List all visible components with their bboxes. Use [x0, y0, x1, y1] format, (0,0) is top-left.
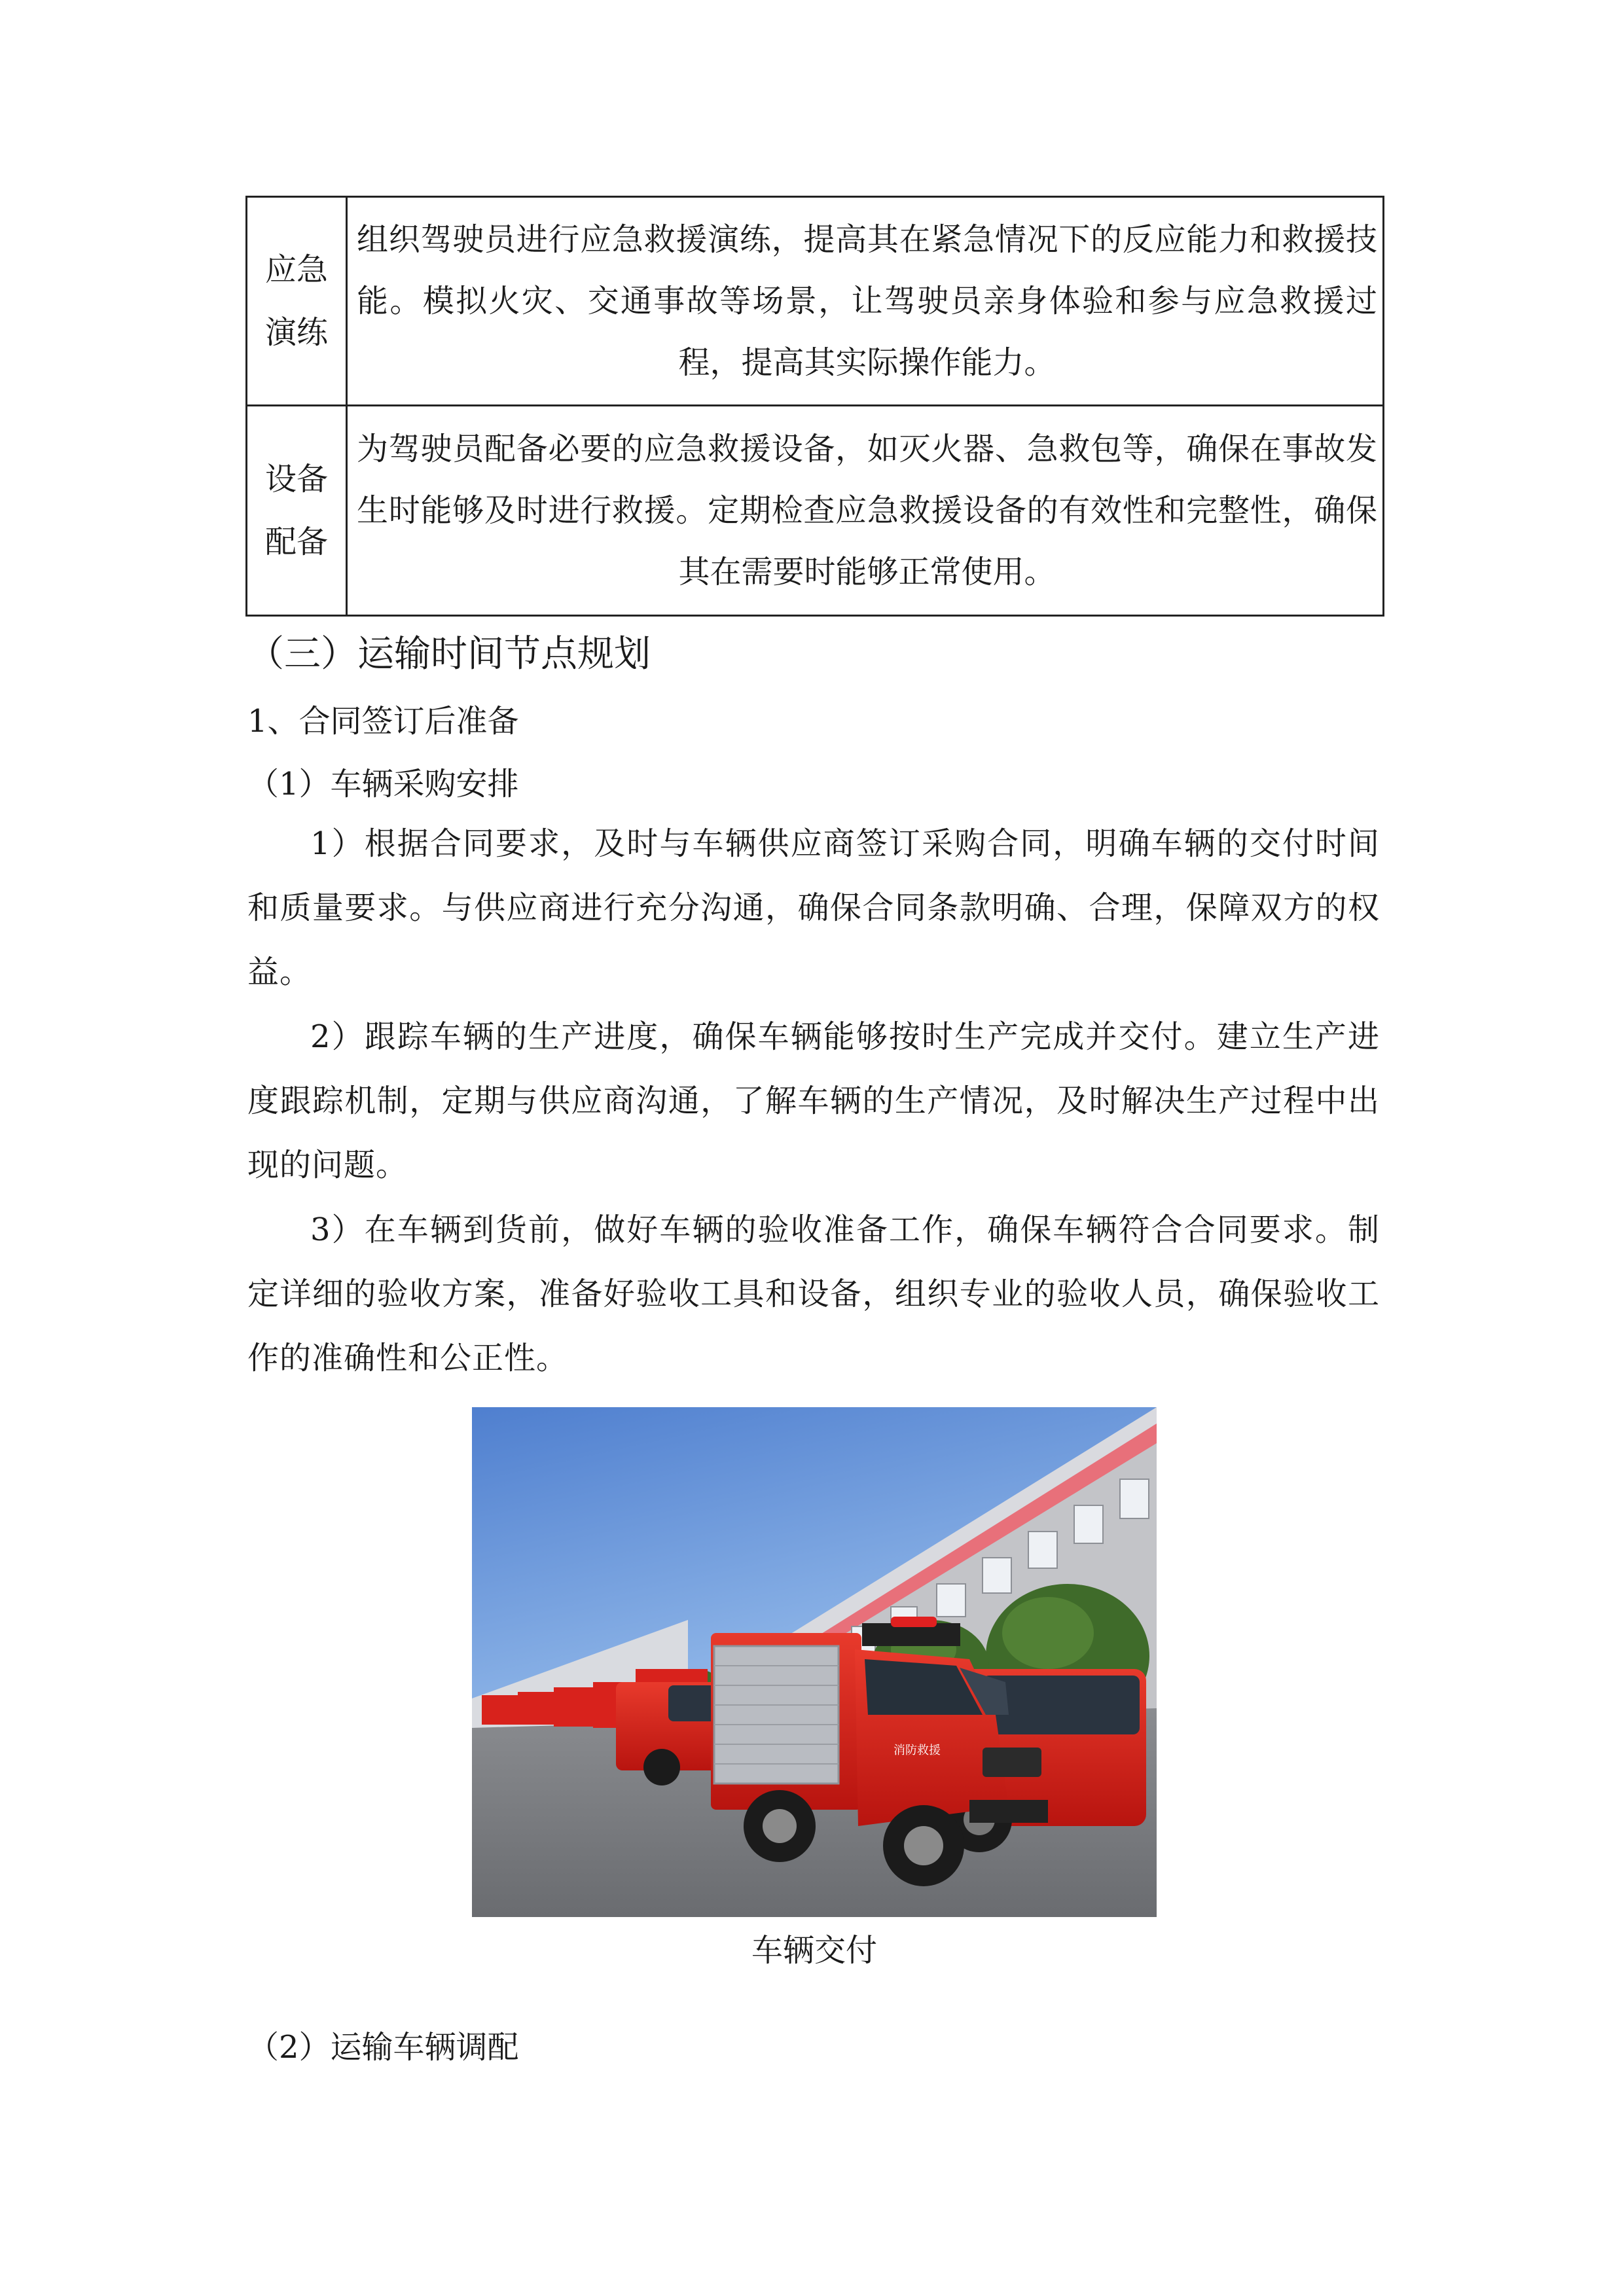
item-heading-vehicle-dispatch: （2）运输车辆调配 [247, 2029, 519, 2066]
subsection-heading: 1、合同签订后准备 [247, 703, 519, 740]
item-heading-vehicle-procurement: （1）车辆采购安排 [247, 766, 519, 802]
section-heading: （三）运输时间节点规划 [247, 633, 651, 675]
paragraph-3: 3）在车辆到货前，做好车辆的验收准备工作，确保车辆符合合同要求。制定详细的验收方案，准备好验收工具和设备，组织专业的验收人员，确保验收工作的准确性和公正性。 [247, 1211, 1380, 1376]
paragraph-1: 1）根据合同要求，及时与车辆供应商签订采购合同，明确车辆的交付时间和质量要求。与供应商进行充分沟通，确保合同条款明确、合理，保障双方的权益。 [247, 825, 1380, 990]
info-table [245, 196, 1384, 617]
row-text-equipment: 为驾驶员配备必要的应急救援设备，如灭火器、急救包等，确保在事故发生时能够及时进行救援。定期检查应急救援设备的有效性和完整性，确保其在需要时能够正常使用。 [347, 406, 1384, 616]
label-line: 设备 [264, 461, 328, 497]
label-line: 应急 [264, 251, 328, 288]
row-label-emergency-drill [247, 197, 347, 406]
label-line: 演练 [264, 314, 328, 351]
table-row [247, 406, 1384, 616]
fire-truck-photo [472, 1407, 1157, 1917]
row-label-equipment [247, 406, 347, 616]
truck-door-text: 消防救援 [893, 1744, 941, 1757]
table-row [247, 197, 1384, 406]
label-line: 配备 [264, 524, 328, 560]
paragraph-2: 2）跟踪车辆的生产进度，确保车辆能够按时生产完成并交付。建立生产进度跟踪机制，定期与供应商沟通，了解车辆的生产情况，及时解决生产过程中出现的问题。 [247, 1018, 1380, 1183]
row-text-emergency-drill: 组织驾驶员进行应急救援演练，提高其在紧急情况下的反应能力和救援技能。模拟火灾、交通事故等场景，让驾驶员亲身体验和参与应急救援过程，提高其实际操作能力。 [347, 197, 1384, 406]
figure-caption: 车辆交付 [751, 1932, 877, 1969]
